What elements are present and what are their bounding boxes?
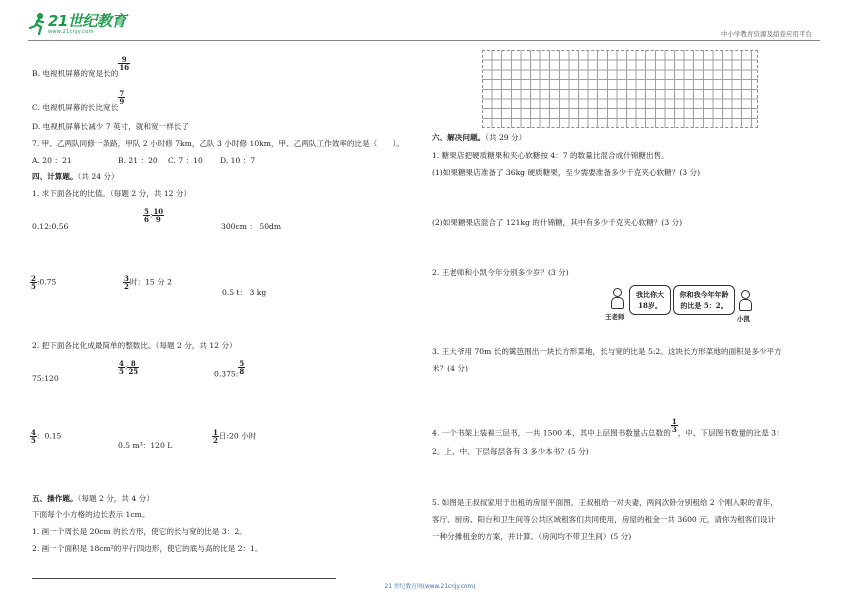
solve-q3-line1: 3. 王大爷用 70m 长的篱笆围出一块长方形菜地，长与宽的比是 5:2。这块长方形菜地的面积是多少平方 [432,347,782,356]
fraction: $\frac{2}{5}$ [31,274,36,291]
q7-option-c: C. 7 ：10 [168,156,203,165]
calc-q2-f: $\frac{1}{2}$ 日:20 小时 [213,428,257,445]
fraction: $\frac{3}{2}$ [124,274,129,291]
solve-q5-line1: 5. 如图是王叔叔家用于出租的房屋平面图，王叔租给一对夫妻，两间次卧分别租给 2 个刚入职的青年， [432,498,778,507]
solve-q1-1: (1)如果糖果店准备了 36kg 硬质糖果，至少需要准备多少千克夹心软糖？(3 分) [432,168,701,177]
option-b [32,56,130,78]
solve-q3-line2: 米？(4 分) [432,364,468,373]
fraction: $\frac{5}{8}$ [239,359,245,376]
question-7: 7. 甲、乙两队同修一条路，甲队 2 小时修 7km，乙队 3 小时修 10km，甲、乙两队工作效率的比是（ ）。 [32,139,404,148]
solve-q4-line2: 2。上、中、下层每层各有 3 多少本书？(5 分) [432,447,589,456]
fraction: $\frac{9}{16}$ [119,55,130,72]
section-4-title: 四、计算题。 [32,172,78,181]
fraction: $\frac{10}{9}$ [153,207,164,224]
fraction: $\frac{4}{5}$ [31,428,36,445]
kai-caption: 小凯 [737,315,750,323]
teacher-speech-bubble: 我比你大 18岁。 [629,285,671,315]
section-5-title: 五、操作题。 [32,494,78,503]
section-6-title: 六、解决问题。 [432,133,486,142]
section-5-score: （每题 2 分，共 4 分） [77,494,154,503]
kai-speech-bubble: 你和我今年年龄的比是 5：2。 [673,285,735,315]
footer-divider [32,578,336,579]
calc-q2-d: $\frac{4}{5}$ ：0.15 [31,428,62,445]
operation-q1: 1. 画一个周长是 20cm 的长方形，使它的长与宽的比是 3：2。 [32,527,247,536]
fraction: $\frac{1}{2}$ [213,428,218,445]
section-4-score: （共 24 分） [77,172,119,181]
fraction: $\frac{4}{5}$ [119,359,124,376]
operation-q2: 2. 画一个面积是 18cm²的平行四边形，使它的底与高的比是 2：1。 [32,544,263,553]
logo-text: 21世纪教育 [48,12,126,30]
section-5-intro: 下面每个小方格的边长表示 1cm。 [32,510,150,519]
calc-q1-e: $\frac{3}{2}$ 时：15 分 2 [124,274,172,291]
site-logo [28,12,148,38]
fraction: $\frac{1}{3}$ [671,417,677,434]
fraction: $\frac{5}{6}$ [144,207,149,224]
solve-q5-line2: 客厅、厨房、阳台和卫生间等公共区域租客们共同使用，房屋的租金一共 3600 元，请你为租客们设计 [432,515,776,524]
platform-name: 中小学教育资源及组卷应用平台 [721,30,812,38]
calc-q1-c: 300cm ： 50dm [221,222,282,231]
option-d: D. 电视机屏幕长减少 7 英寸，就和宽一样长了 [32,122,189,131]
calc-q1-f: 0.5 t： 3 kg [222,288,267,297]
section-5-heading [32,494,154,503]
calc-q1-d: $\frac{2}{5}$ :0.75 [31,274,57,291]
logo-url: www.21cnjy.com [48,29,94,35]
solve-q2: 2. 王老师和小凯今年分别多少岁？(3 分) [432,268,569,277]
solve-q1: 1. 糖果店把硬质糖果和夹心软糖按 4：7 的数量比混合成什锦糖出售。 [432,151,669,160]
option-c-text: C. 电视机屏幕的长比宽长 [32,103,119,112]
solve-q1-2: (2)如果糖果店混合了 121kg 的什锦糖，其中有多少千克夹心软糖？(3 分) [432,218,683,227]
option-b-text: B. 电视机屏幕的宽是长的 [32,69,119,78]
square-grid [482,50,758,128]
q7-option-b: B. 21 ：20 [118,156,158,165]
solve-q5-line3: 一种分摊租金的方案，并计算。（房间均不带卫生间）(5 分) [432,532,632,541]
teacher-figure [610,288,624,310]
calc-q1-a: 0.12:0.56 [32,222,69,231]
fraction: $\frac{7}{9}$ [119,89,125,106]
solve-q4-line1: 4. 一个书架上装着三层书，一共 1500 本，其中上层图书数量占总数的 $\frac{1}{3}$ ，中、下层图书数量的比是 3： [432,417,784,438]
section-6-heading [432,133,526,142]
calc-q1-b: $\frac{5}{6}$ : $\frac{10}{9}$ [144,207,164,224]
q7-option-d: D. 10 ：7 [220,156,256,165]
option-c [32,90,125,112]
header-divider [28,40,820,41]
runner-logo-icon [28,12,48,36]
kai-figure [738,290,752,312]
teacher-caption: 王老师 [605,313,625,321]
calc-q1: 1. 求下面各比的比值。（每题 2 分，共 12 分） [32,189,192,198]
section-4-heading [32,172,119,181]
calc-q2-e: 0.5 m³：120 L [118,441,173,450]
calc-q2: 2. 把下面各比化成最简单的整数比。（每题 2 分，共 12 分） [32,341,237,350]
footer-credit: 21 世纪教育网(www.21cnjy.com) [384,584,476,590]
section-6-score: （共 29 分） [485,133,527,142]
calc-q2-a: 75:120 [32,374,59,383]
q7-option-a: A. 20 ：21 [32,156,72,165]
calc-q2-b: $\frac{4}{5}$ : $\frac{8}{25}$ [119,359,139,376]
fraction: $\frac{8}{25}$ [128,359,139,376]
calc-q2-c: 0.375: $\frac{5}{8}$ [214,359,245,379]
